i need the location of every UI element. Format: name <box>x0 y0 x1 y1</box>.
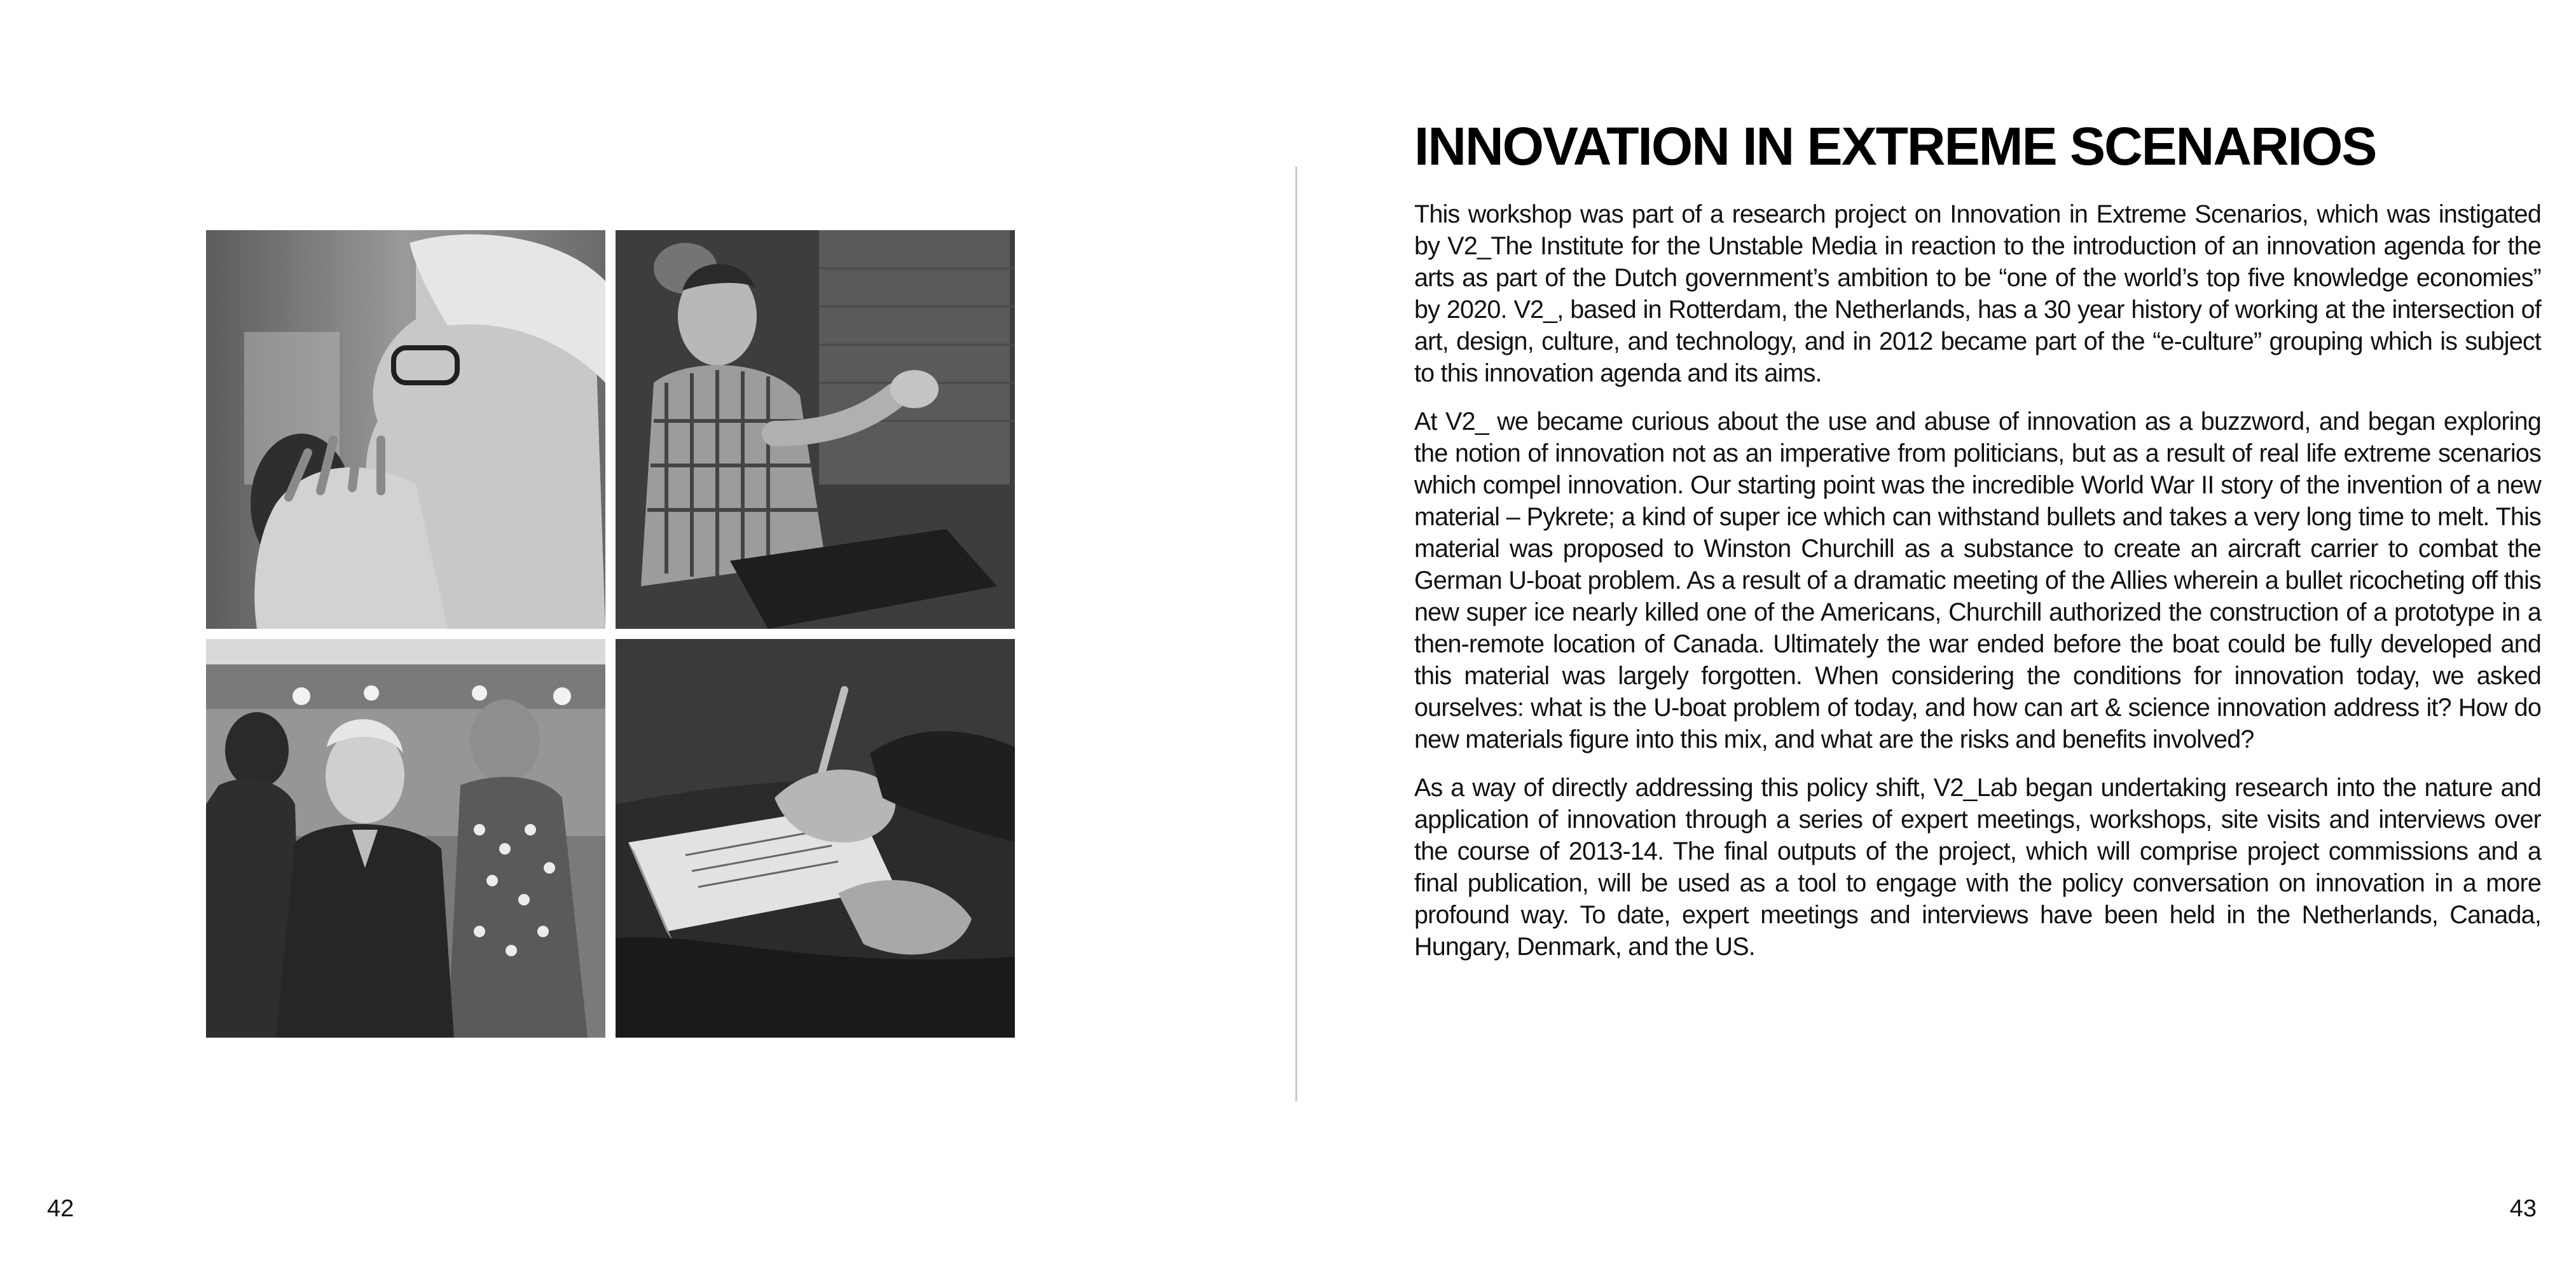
article-title: INNOVATION IN EXTREME SCENARIOS <box>1414 116 2376 176</box>
photo-man-plaid-shirt-gesturing <box>616 230 1015 629</box>
page-number-left: 42 <box>47 1195 74 1222</box>
article-paragraph: This workshop was part of a research project on Innovation in Extreme Scenarios, which was instigated by V2_The Institute for the Unstable Media in reaction to the introduction of an innovation agenda for the arts as part of the Dutch government’s ambition to be “one of the world’s top five knowledge economies” by 2020. V2_, based in Rotterdam, the Netherlands, has a 30 year history of working at the intersection of art, design, culture, and technology, and in 2012 became part of the “e-culture” grouping which is subject to this innovation agenda and its aims. <box>1414 200 2541 388</box>
page-gutter-divider <box>1295 167 1297 1101</box>
photo-hands-writing-notebook <box>616 639 1015 1038</box>
photo-man-profile-graphic <box>206 230 605 629</box>
photo-notebook-graphic <box>616 639 1015 1038</box>
photo-man-profile-hands-clasped <box>206 230 605 629</box>
photo-man-gesturing-graphic <box>616 230 1015 629</box>
photo-women-standing <box>206 639 605 1038</box>
article-paragraph: As a way of directly addressing this policy shift, V2_Lab began undertaking research into the nature and application of innovation through a series of expert meetings, workshops, site visits and interviews over the course of 2013-14. The final outputs of the project, which will comprise project commissions and a final publication, will be used as a tool to engage with the policy conversation on innovation in a more profound way. To date, expert meetings and interviews have been held in the Netherlands, Canada, Hungary, Denmark, and the US. <box>1414 774 2541 961</box>
article-paragraph: At V2_ we became curious about the use and abuse of innovation as a buzzword, and began exploring the notion of innovation not as an imperative from politicians, but as a result of real life extreme scenarios which compel innovation. Our starting point was the incredible World War II story of the invention of a new material – Pykrete; a kind of super ice which can withstand bullets and takes a very long time to melt. This material was proposed to Winston Churchill as a substance to create an aircraft carrier to combat the German U-boat problem. As a result of a dramatic meeting of the Allies wherein a bullet ricocheting off this new super ice nearly killed one of the Americans, Churchill authorized the construction of a prototype in a then-remote location of Canada. Ultimately the war ended before the boat could be fully developed and this material was largely forgotten. When considering the conditions for innovation today, we asked ourselves: what is the U-boat problem of today, and how can art & science innovation address it? How do new materials figure into this mix, and what are the risks and benefits involved? <box>1414 408 2541 754</box>
article <box>1414 118 2541 979</box>
page-number-right: 43 <box>2509 1195 2537 1222</box>
photo-women-graphic <box>206 639 605 1038</box>
